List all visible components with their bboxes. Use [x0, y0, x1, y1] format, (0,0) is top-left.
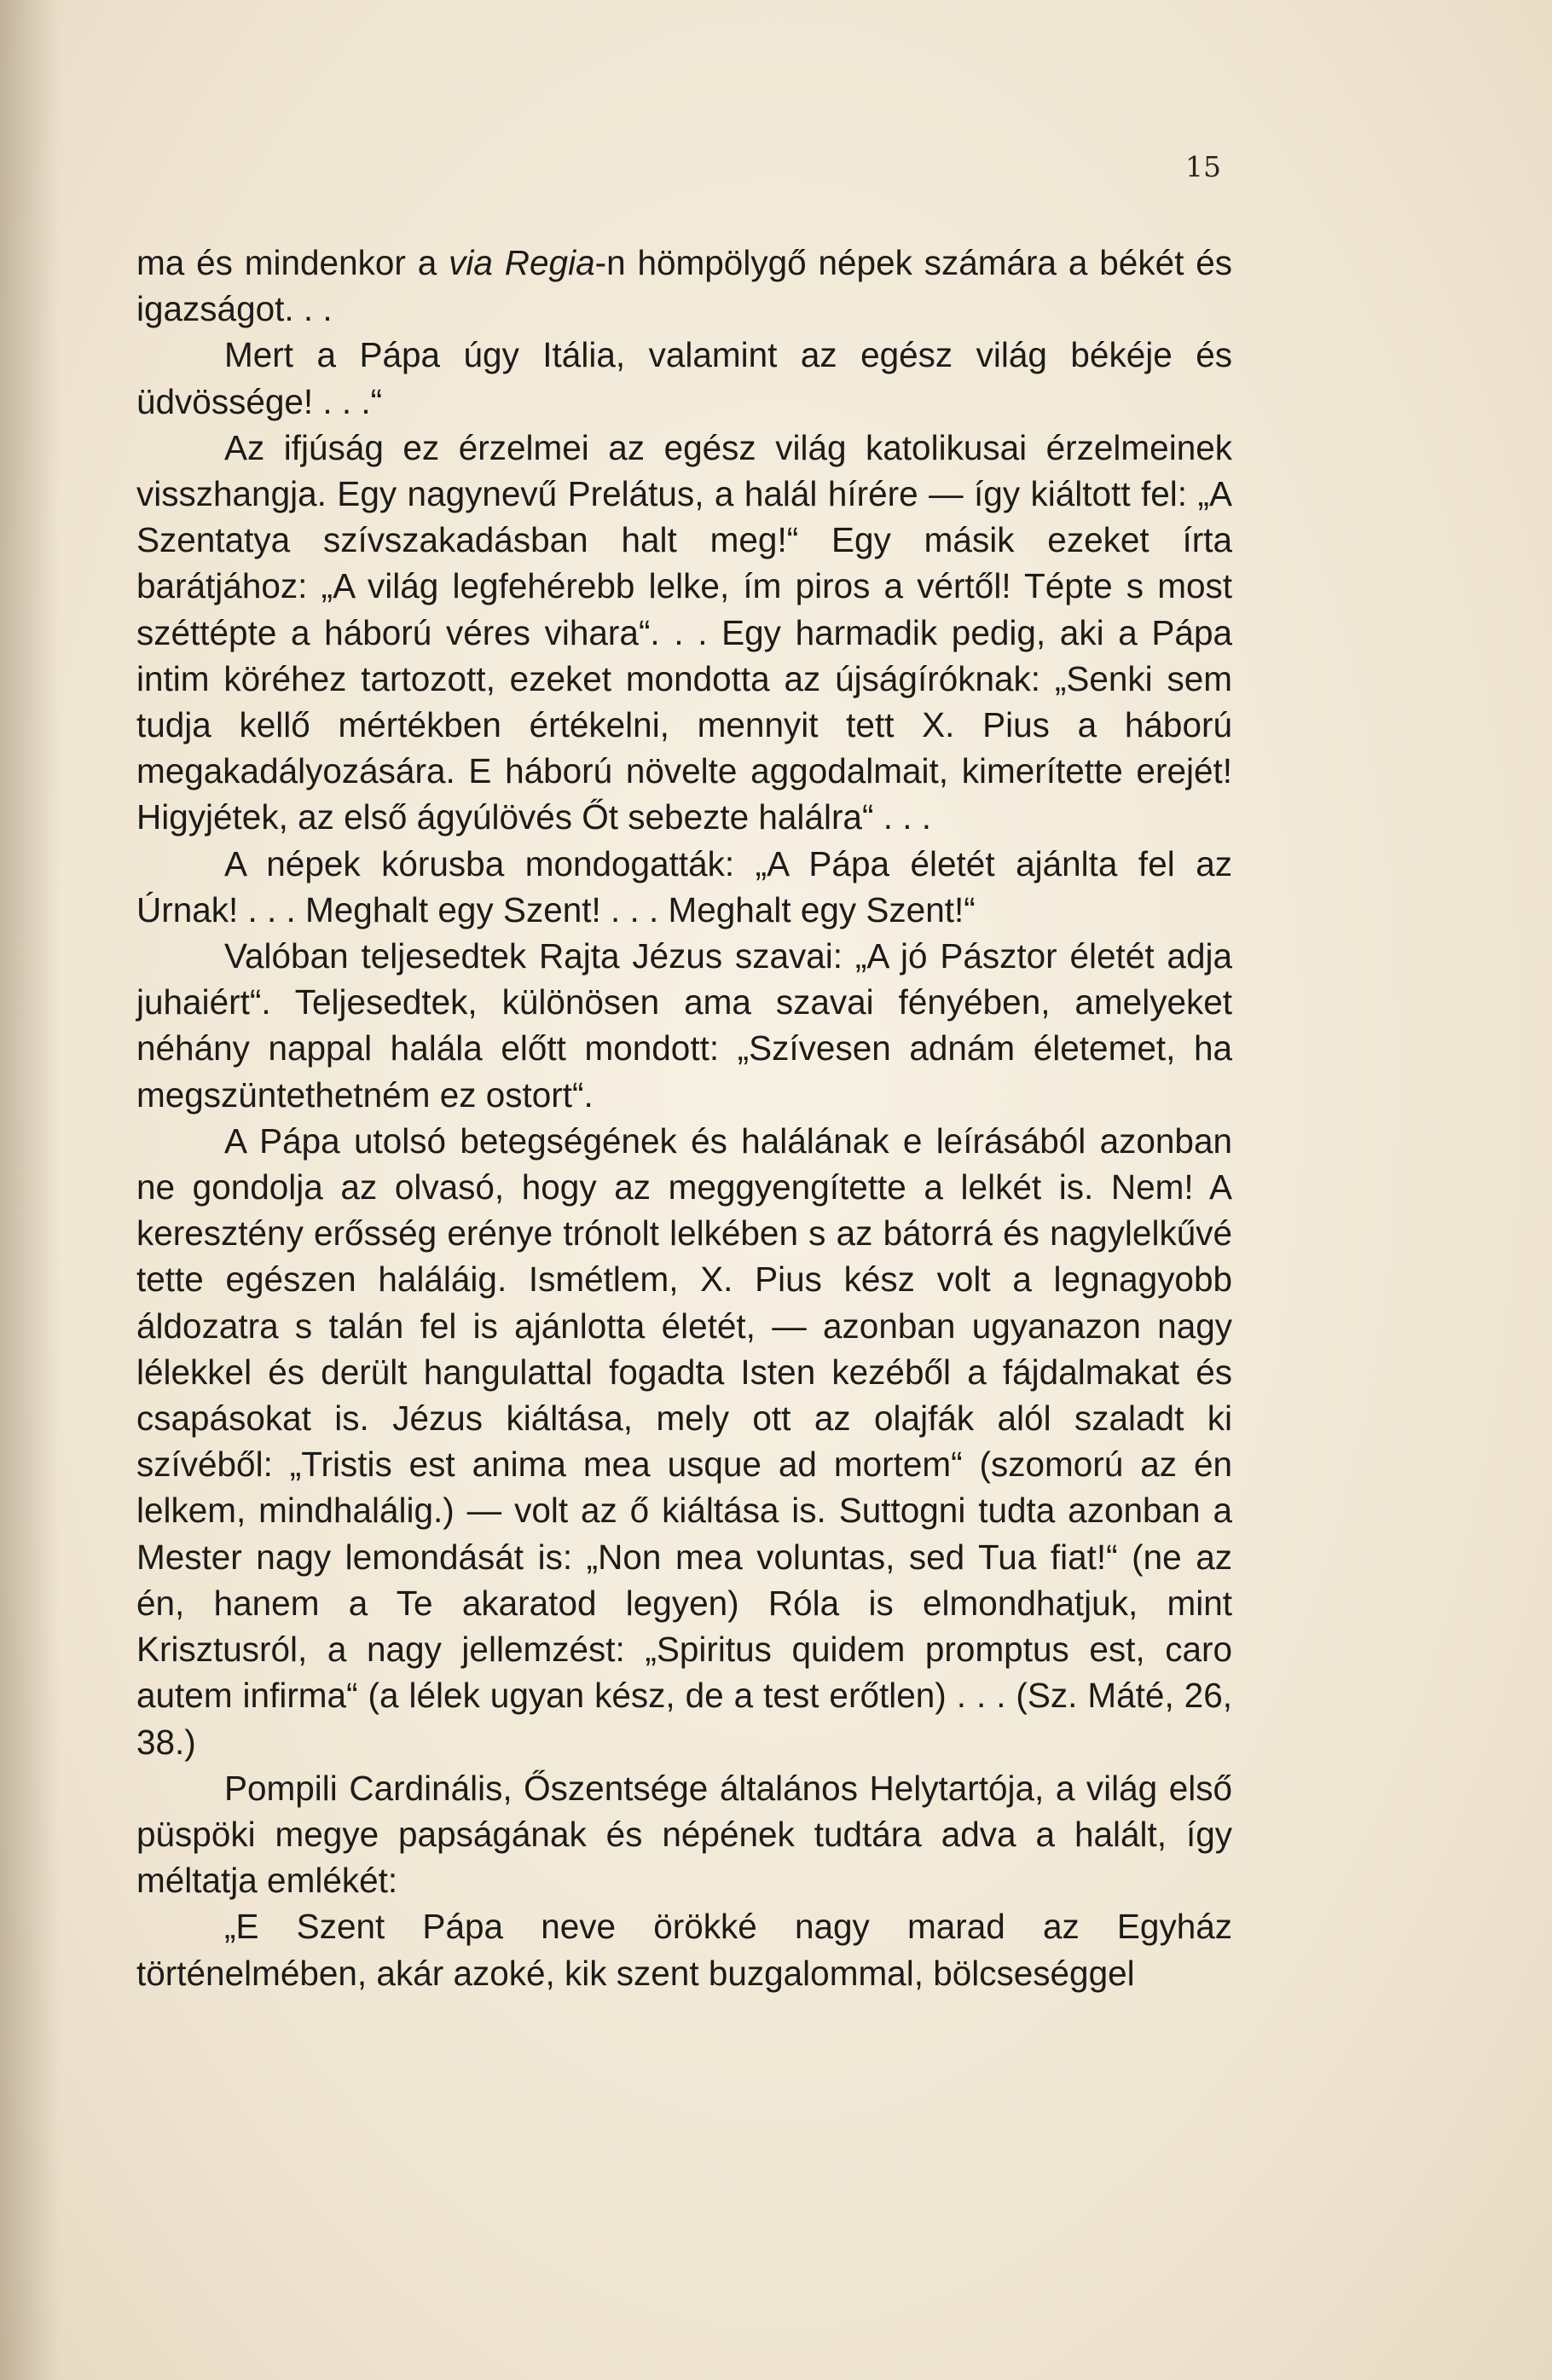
body-text: [136, 240, 1232, 1996]
paragraph-1: [136, 240, 1232, 332]
paragraph-8: „E Szent Pápa neve örökké nagy marad az Egyház történelmében, akár azoké, kik szent buzgalommal, bölcseséggel: [136, 1907, 1232, 1993]
paragraph-5: Valóban teljesedtek Rajta Jézus szavai: „A jó Pásztor életét adja juhaiért“. Teljesedtek, különösen ama szavai fényében, amelyeket néhány nappal halála előtt mondott: „Szívesen adnám életemet, ha megszüntethetném ez ostort“.: [136, 936, 1232, 1115]
paragraph-4: A népek kórusba mondogatták: „A Pápa életét ajánlta fel az Úrnak! . . . Meghalt egy Szent! . . . Meghalt egy Szent!“: [136, 843, 1232, 929]
paragraph-1-end: -n hömpölygő népek számára a békét és igazságot. . .: [136, 243, 1232, 329]
paragraph-3: Az ifjúság ez érzelmei az egész világ katolikusai érzelmeinek visszhangja. Egy nagynevű Prelátus, a halál hírére — így kiáltott fel: „A Szentatya szívszakadásban halt meg!“ Egy másik ezeket írta barátjához: „A világ legfehérebb lelke, ím piros a vértől! Tépte s most széttépte a háború véres vihara“. . . Egy harmadik pedig, aki a Pápa intim köréhez tartozott, ezeket mondotta az újságíróknak: „Senki sem tudja kellő mértékben értékelni, mennyit tett X. Pius a háború megakadályozására. E háború növelte aggodalmait, kimerítette erejét! Higyjétek, az első ágyúlövés Őt sebezte halálra“ . . .: [136, 427, 1232, 837]
paragraph-1-start: ma és mindenkor a: [136, 243, 449, 282]
paragraph-2: Mert a Pápa úgy Itália, valamint az egész világ békéje és üdvössége! . . .“: [136, 335, 1232, 421]
spine-shadow: [0, 0, 60, 2380]
page-number: 15: [1185, 150, 1221, 183]
paragraph-6: A Pápa utolsó betegségének és halálának e leírásából azonban ne gondolja az olvasó, hogy az meggyengítette a lelkét is. Nem! A keresztény erősség erénye trónolt lelkében s az bátorrá és nagylelkűvé tette egészen haláláig. Ismétlem, X. Pius kész volt a legnagyobb áldozatra s talán fel is ajánlotta életét, — azonban ugyanazon nagy lélekkel és derült hangulattal fogadta Isten kezéből a fájdalmakat és csapásokat is. Jézus kiáltása, mely ott az olajfák alól szaladt ki szívéből: „Tristis est anima mea usque ad mortem“ (szomorú az én lelkem, mindhalálig.) — volt az ő kiáltása is. Suttogni tudta azonban a Mester nagy lemondását is: „Non mea voluntas, sed Tua fiat!“ (ne az én, hanem a Te akaratod legyen) Róla is elmondhatjuk, mint Krisztusról, a nagy jellemzést: „Spiritus quidem promptus est, caro autem infirma“ (a lélek ugyan kész, de a test erőtlen) . . . (Sz. Máté, 26, 38.): [136, 1121, 1232, 1762]
via-regia-italic: via Regia: [449, 243, 595, 282]
paragraph-7: Pompili Cardinális, Őszentsége általános Helytartója, a világ első püspöki megye papságának és népének tudtára adva a halált, így méltatja emlékét:: [136, 1768, 1232, 1901]
